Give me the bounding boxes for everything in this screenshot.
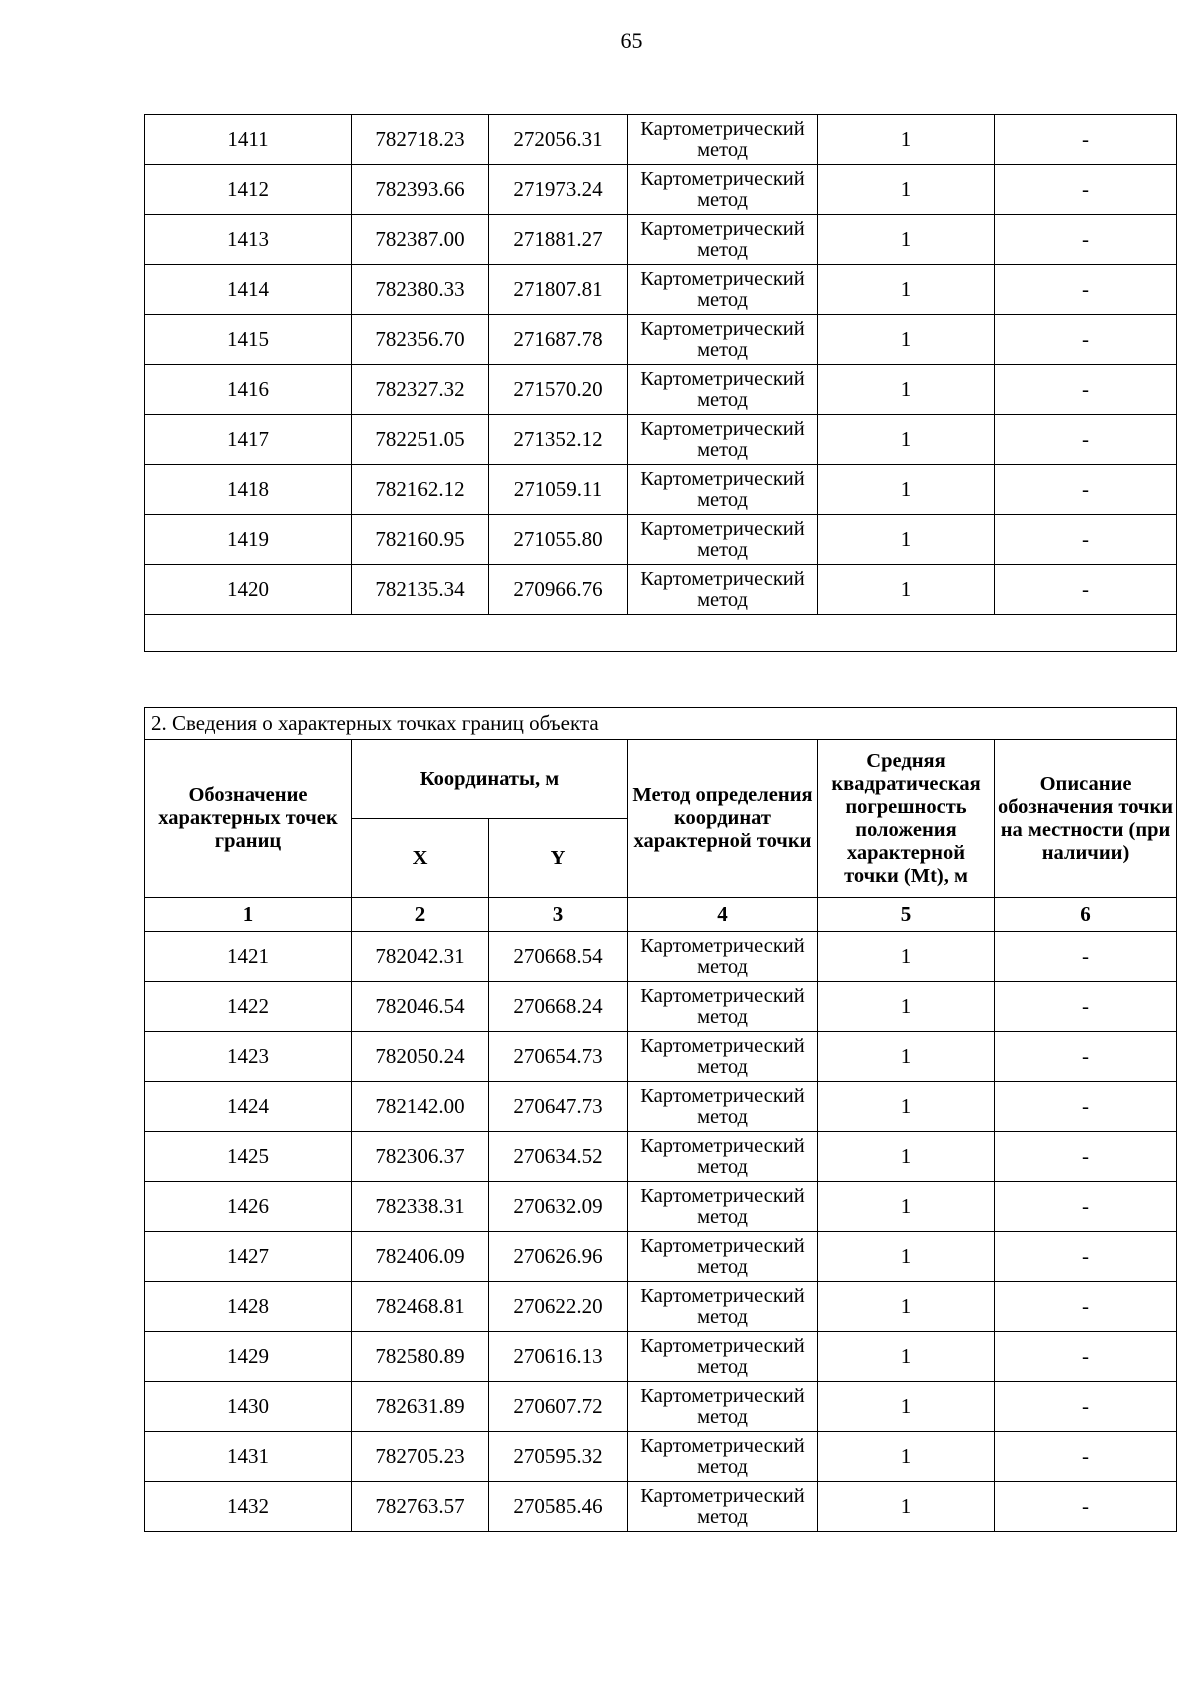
table-row [145,565,1177,615]
method-cell: Картометрический метод [628,1482,818,1532]
description-cell: - [995,465,1177,515]
error-cell: 1 [818,1382,995,1432]
table-row [145,365,1177,415]
point-id-cell: 1413 [145,215,352,265]
point-id-cell: 1420 [145,565,352,615]
error-cell: 1 [818,1332,995,1382]
table-caption: 2. Сведения о характерных точках границ объекта [145,708,1177,740]
point-id-cell: 1422 [145,982,352,1032]
table-row [145,115,1177,165]
x-coordinate-cell: 782631.89 [352,1382,489,1432]
description-cell: - [995,415,1177,465]
y-coordinate-cell: 271687.78 [489,315,628,365]
header-coordinates: Координаты, м [352,740,628,819]
y-coordinate-cell: 272056.31 [489,115,628,165]
description-cell: - [995,1132,1177,1182]
description-cell: - [995,365,1177,415]
x-coordinate-cell: 782406.09 [352,1232,489,1282]
y-coordinate-cell: 270668.24 [489,982,628,1032]
error-cell: 1 [818,1232,995,1282]
header-designation: Обозначение характерных точек границ [145,740,352,898]
point-id-cell: 1416 [145,365,352,415]
point-id-cell: 1415 [145,315,352,365]
header-description: Описание обозначения точки на местности (при наличии) [995,740,1177,898]
x-coordinate-cell: 782327.32 [352,365,489,415]
x-coordinate-cell: 782142.00 [352,1082,489,1132]
table-row [145,515,1177,565]
y-coordinate-cell: 270626.96 [489,1232,628,1282]
point-id-cell: 1411 [145,115,352,165]
x-coordinate-cell: 782356.70 [352,315,489,365]
table-row [145,465,1177,515]
x-coordinate-cell: 782763.57 [352,1482,489,1532]
method-cell: Картометрический метод [628,1182,818,1232]
description-cell: - [995,1432,1177,1482]
method-cell: Картометрический метод [628,415,818,465]
method-cell: Картометрический метод [628,1032,818,1082]
x-coordinate-cell: 782387.00 [352,215,489,265]
column-number: 4 [628,898,818,932]
y-coordinate-cell: 271881.27 [489,215,628,265]
boundary-points-table [144,707,1177,1532]
description-cell: - [995,165,1177,215]
point-id-cell: 1425 [145,1132,352,1182]
table-row [145,1232,1177,1282]
y-coordinate-cell: 270607.72 [489,1382,628,1432]
description-cell: - [995,265,1177,315]
method-cell: Картометрический метод [628,1082,818,1132]
y-coordinate-cell: 270595.32 [489,1432,628,1482]
x-coordinate-cell: 782705.23 [352,1432,489,1482]
method-cell: Картометрический метод [628,265,818,315]
method-cell: Картометрический метод [628,982,818,1032]
y-coordinate-cell: 271059.11 [489,465,628,515]
x-coordinate-cell: 782135.34 [352,565,489,615]
column-number: 6 [995,898,1177,932]
description-cell: - [995,115,1177,165]
empty-cell [145,615,1177,652]
y-coordinate-cell: 270634.52 [489,1132,628,1182]
table-row [145,1082,1177,1132]
x-coordinate-cell: 782050.24 [352,1032,489,1082]
method-cell: Картометрический метод [628,565,818,615]
table-row [145,932,1177,982]
table-row [145,1482,1177,1532]
x-coordinate-cell: 782580.89 [352,1332,489,1382]
point-id-cell: 1419 [145,515,352,565]
y-coordinate-cell: 270616.13 [489,1332,628,1382]
y-coordinate-cell: 270654.73 [489,1032,628,1082]
table-row [145,1432,1177,1482]
y-coordinate-cell: 271973.24 [489,165,628,215]
table-row [145,315,1177,365]
error-cell: 1 [818,365,995,415]
method-cell: Картометрический метод [628,365,818,415]
description-cell: - [995,315,1177,365]
description-cell: - [995,1232,1177,1282]
point-id-cell: 1412 [145,165,352,215]
description-cell: - [995,982,1177,1032]
table-row [145,1132,1177,1182]
point-id-cell: 1423 [145,1032,352,1082]
method-cell: Картометрический метод [628,315,818,365]
point-id-cell: 1418 [145,465,352,515]
method-cell: Картометрический метод [628,1282,818,1332]
table1-body [145,115,1177,652]
description-cell: - [995,1282,1177,1332]
description-cell: - [995,565,1177,615]
y-coordinate-cell: 270668.54 [489,932,628,982]
error-cell: 1 [818,565,995,615]
error-cell: 1 [818,1132,995,1182]
y-coordinate-cell: 271570.20 [489,365,628,415]
point-id-cell: 1432 [145,1482,352,1532]
table-row [145,165,1177,215]
error-cell: 1 [818,165,995,215]
y-coordinate-cell: 270585.46 [489,1482,628,1532]
method-cell: Картометрический метод [628,1232,818,1282]
header-y: Y [489,819,628,898]
error-cell: 1 [818,115,995,165]
method-cell: Картометрический метод [628,932,818,982]
y-coordinate-cell: 270966.76 [489,565,628,615]
error-cell: 1 [818,1032,995,1082]
error-cell: 1 [818,1482,995,1532]
point-id-cell: 1417 [145,415,352,465]
error-cell: 1 [818,515,995,565]
point-id-cell: 1429 [145,1332,352,1382]
error-cell: 1 [818,415,995,465]
description-cell: - [995,215,1177,265]
header-method: Метод определения координат характерной точки [628,740,818,898]
table-row [145,982,1177,1032]
method-cell: Картометрический метод [628,115,818,165]
y-coordinate-cell: 270647.73 [489,1082,628,1132]
method-cell: Картометрический метод [628,1332,818,1382]
x-coordinate-cell: 782338.31 [352,1182,489,1232]
column-number: 3 [489,898,628,932]
y-coordinate-cell: 271807.81 [489,265,628,315]
description-cell: - [995,1382,1177,1432]
empty-row [145,615,1177,652]
method-cell: Картометрический метод [628,215,818,265]
x-coordinate-cell: 782160.95 [352,515,489,565]
header-x: X [352,819,489,898]
error-cell: 1 [818,465,995,515]
point-id-cell: 1426 [145,1182,352,1232]
x-coordinate-cell: 782468.81 [352,1282,489,1332]
y-coordinate-cell: 270622.20 [489,1282,628,1332]
method-cell: Картометрический метод [628,1382,818,1432]
x-coordinate-cell: 782251.05 [352,415,489,465]
x-coordinate-cell: 782718.23 [352,115,489,165]
error-cell: 1 [818,982,995,1032]
error-cell: 1 [818,932,995,982]
x-coordinate-cell: 782046.54 [352,982,489,1032]
error-cell: 1 [818,1432,995,1482]
table-row [145,415,1177,465]
column-number: 2 [352,898,489,932]
point-id-cell: 1431 [145,1432,352,1482]
error-cell: 1 [818,1182,995,1232]
error-cell: 1 [818,315,995,365]
table-row [145,215,1177,265]
table-row [145,1382,1177,1432]
header-error: Средняя квадратическая погрешность положения характерной точки (Mt), м [818,740,995,898]
description-cell: - [995,515,1177,565]
table-row [145,1332,1177,1382]
error-cell: 1 [818,1082,995,1132]
point-id-cell: 1430 [145,1382,352,1432]
method-cell: Картометрический метод [628,1132,818,1182]
table-row [145,265,1177,315]
point-id-cell: 1414 [145,265,352,315]
coordinates-table-continued [144,114,1177,652]
column-number: 1 [145,898,352,932]
method-cell: Картометрический метод [628,465,818,515]
table-row [145,1282,1177,1332]
method-cell: Картометрический метод [628,1432,818,1482]
table-row [145,1032,1177,1082]
description-cell: - [995,1082,1177,1132]
description-cell: - [995,1182,1177,1232]
x-coordinate-cell: 782306.37 [352,1132,489,1182]
point-id-cell: 1428 [145,1282,352,1332]
point-id-cell: 1421 [145,932,352,982]
error-cell: 1 [818,265,995,315]
y-coordinate-cell: 271055.80 [489,515,628,565]
table-row [145,1182,1177,1232]
column-number: 5 [818,898,995,932]
error-cell: 1 [818,1282,995,1332]
table2-body [145,932,1177,1532]
x-coordinate-cell: 782162.12 [352,465,489,515]
method-cell: Картометрический метод [628,515,818,565]
point-id-cell: 1424 [145,1082,352,1132]
y-coordinate-cell: 270632.09 [489,1182,628,1232]
x-coordinate-cell: 782042.31 [352,932,489,982]
description-cell: - [995,1332,1177,1382]
page-number: 65 [620,28,643,53]
description-cell: - [995,1032,1177,1082]
method-cell: Картометрический метод [628,165,818,215]
error-cell: 1 [818,215,995,265]
description-cell: - [995,1482,1177,1532]
point-id-cell: 1427 [145,1232,352,1282]
x-coordinate-cell: 782393.66 [352,165,489,215]
description-cell: - [995,932,1177,982]
x-coordinate-cell: 782380.33 [352,265,489,315]
y-coordinate-cell: 271352.12 [489,415,628,465]
